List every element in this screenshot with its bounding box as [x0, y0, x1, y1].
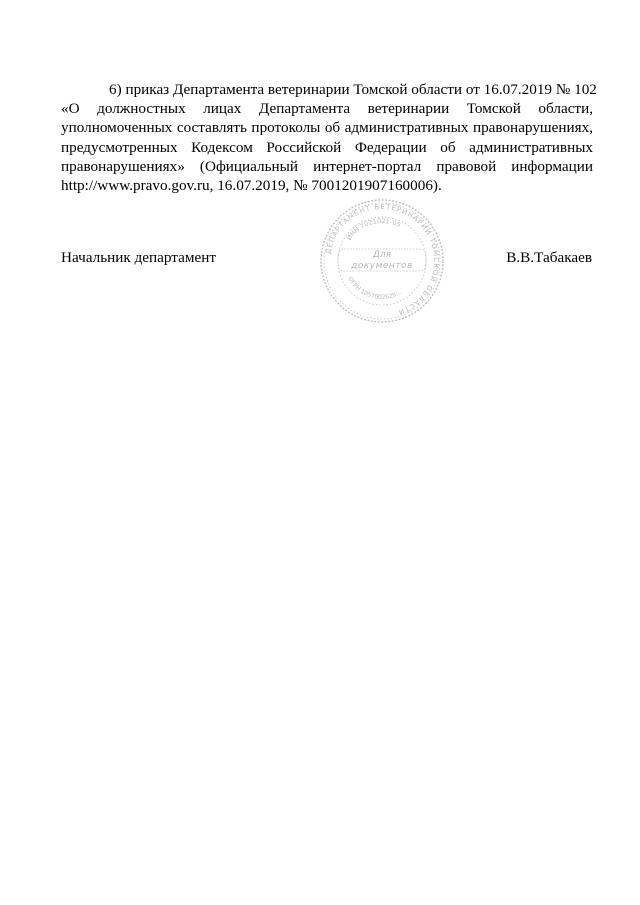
paragraph-line: предусмотренных Кодексом Российской Федерации об административных: [61, 138, 593, 156]
paragraph-line: «О должностных лицах Департамента ветеринарии Томской области,: [61, 100, 593, 118]
document-paragraph: [61, 80, 597, 195]
paragraph-line: http://www.pravo.gov.ru, 16.07.2019, № 7001201907160006).: [61, 177, 442, 195]
stamp-ogrn-text: ОГРН 1057002629...: [346, 275, 403, 302]
stamp-center-line2: документов: [351, 261, 413, 271]
stamp-outer-text: ДЕПАРТАМЕНТ ВЕТЕРИНАРИИ ТОМСКОЙ ОБЛАСТИ: [324, 202, 441, 317]
signature-position: Начальник департамент: [61, 249, 216, 266]
svg-text:ОГРН 1057002629...: [346, 276, 403, 301]
stamp-center-line1: Для: [372, 250, 392, 260]
svg-text:ИНН 7021021-05: [345, 217, 402, 242]
paragraph-line: уполномоченных составлять протоколы об административных правонарушениях,: [61, 119, 593, 137]
paragraph-line: 6) приказ Департамента ветеринарии Томской области от 16.07.2019 № 102: [109, 81, 597, 98]
stamp-seal-icon: [318, 197, 446, 325]
official-stamp: [318, 197, 446, 325]
signature-name: В.В.Табакаев: [506, 249, 592, 266]
paragraph-line: правонарушениях» (Официальный интернет-портал правовой информации: [61, 157, 593, 175]
stamp-inn-text: ИНН 7021021-05: [344, 216, 403, 242]
